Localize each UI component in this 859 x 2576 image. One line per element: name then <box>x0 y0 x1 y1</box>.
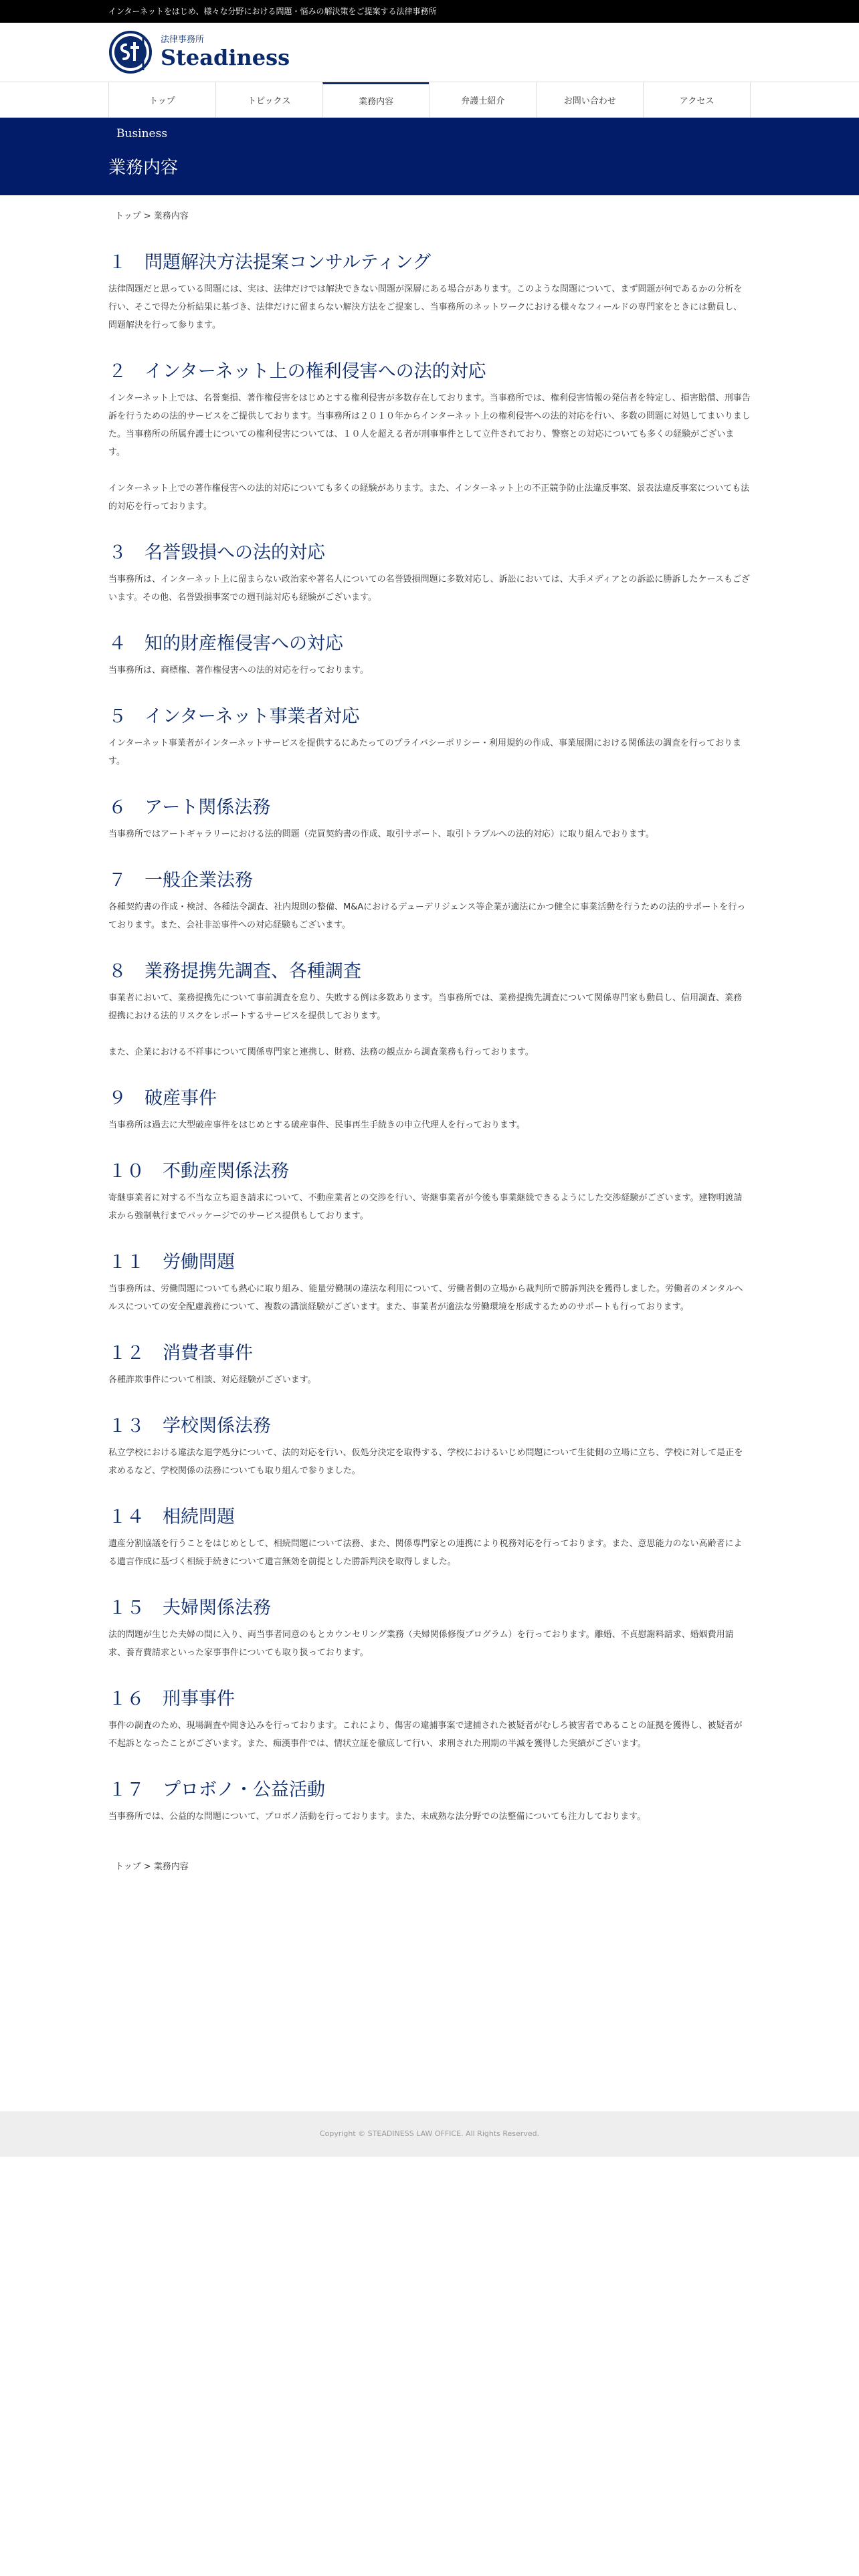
service-section <box>108 796 751 843</box>
breadcrumb-home-link[interactable]: トップ <box>115 211 141 221</box>
section-text: 寄継事業者に対する不当な立ち退き請求について、不動産業者との交渉を行い、寄継事業者が今後も事業継続できるようにした交渉経験がございます。建物明渡請求から強制執行までパッケージでのサービス提供もしております。 <box>108 1193 743 1221</box>
service-section <box>108 1087 751 1134</box>
section-text: インターネット上では、名誉棄損、著作権侵害をはじめとする権利侵害が多数存在しております。当事務所では、権利侵害情報の発信者を特定し、損害賠償、刑事告訴を行うための法的サービスをご提供しております。当事務所は２０１０年からインターネット上の権利侵害への法的対応を行い、多数の問題に対処してまいりました。当事務所の所属弁護士についての権利侵害については、１０人を超える者が刑事事件として立件されており、警察との対応についても多くの経験がございます。 <box>108 393 751 457</box>
logo-subtitle: 法律事務所 <box>161 35 205 45</box>
section-title: １１ 労働問題 <box>108 1252 235 1273</box>
breadcrumb-home-link[interactable]: トップ <box>115 1862 141 1872</box>
service-section <box>108 1687 751 1753</box>
section-text: 各種詐欺事件について相談、対応経験がございます。 <box>108 1375 316 1385</box>
logo-text[interactable] <box>161 35 290 70</box>
section-text: 当事務所は、商標権、著作権侵害への法的対応を行っております。 <box>108 665 369 675</box>
section-title: ３ 名誉毀損への法的対応 <box>108 542 325 563</box>
logo-emblem-icon[interactable] <box>108 30 153 74</box>
nav-item-access[interactable]: アクセス <box>643 82 751 117</box>
service-section <box>108 1341 751 1389</box>
service-section <box>108 541 751 607</box>
breadcrumb-current: 業務内容 <box>153 211 189 221</box>
section-text: 法的問題が生じた夫婦の間に入り、両当事者同意のもとカウンセリング業務（夫婦関係修復プログラム）を行っております。離婚、不貞慰謝料請求、婚姻費用請求、養育費請求といった家事事件についても取り扱っております。 <box>108 1630 734 1658</box>
nav-item-business[interactable]: 業務内容 <box>322 82 430 117</box>
breadcrumb-bottom <box>108 1826 751 1872</box>
service-section <box>108 632 751 679</box>
breadcrumb <box>108 195 751 225</box>
section-title: ５ インターネット事業者対応 <box>108 706 360 727</box>
section-text: インターネット上での著作権侵害への法的対応についても多くの経験があります。また、インターネット上の不正競争防止法違反事案、景表法違反事案についても法的対応を行っております。 <box>108 484 750 512</box>
section-text: 当事務所は、インターネット上に留まらない政治家や著名人についての名誉毀損問題に多数対応し、訴訟においては、大手メディアとの訴訟に勝訴したケースもございます。その他、名誉毀損事案での週刊誌対応も経験がございます。 <box>108 574 750 603</box>
section-text: インターネット事業者がインターネットサービスを提供するにあたってのプライバシーポリシー・利用規約の作成、事業展開における関係法の調査を行っております。 <box>108 738 742 766</box>
service-section <box>108 251 751 334</box>
section-title: １２ 消費者事件 <box>108 1343 253 1364</box>
copyright-text: Copyright © STEADINESS LAW OFFICE. All Rights Reserved. <box>319 2129 540 2138</box>
nav-item-contact[interactable]: お問い合わせ <box>536 82 643 117</box>
section-title: ７ 一般企業法務 <box>108 870 253 891</box>
section-title: １５ 夫婦関係法務 <box>108 1598 271 1618</box>
section-title: ２ インターネット上の権利侵害への法的対応 <box>108 361 486 382</box>
nav-item-top[interactable]: トップ <box>108 82 215 117</box>
section-text: 遺産分割協議を行うことをはじめとして、相続問題について法務、また、関係専門家との連携により税務対応を行っております。また、意思能力のない高齢者による遺言作成に基づく相続手続きについて遺言無効を前提とした勝訴判決を取得しました。 <box>108 1539 743 1567</box>
section-title: ９ 破産事件 <box>108 1088 217 1109</box>
footer <box>0 2111 859 2157</box>
breadcrumb-separator: > <box>140 211 154 221</box>
section-text: 当事務所では、公益的な問題について、プロボノ活動を行っております。また、未成熟な法分野での法整備についても注力しております。 <box>108 1812 646 1822</box>
breadcrumb-current: 業務内容 <box>153 1862 189 1872</box>
service-section <box>108 1251 751 1316</box>
section-text: 事件の調査のため、現場調査や聞き込みを行っております。これにより、傷害の違捕事案で逮捕された被疑者がむしろ被害者であることの証拠を獲得し、被疑者が不起訴となったことがございます。また、痴漢事件では、情状立証を徹底して行い、求刑された刑期の半減を獲得した実績がございます。 <box>108 1721 743 1749</box>
service-section <box>108 1414 751 1480</box>
section-title: ４ 知的財産権侵害への対応 <box>108 633 343 654</box>
section-text: 当事務所ではアートギャラリーにおける法的問題（売買契約書の作成、取引サポート、取引トラブルへの法的対応）に取り組んでおります。 <box>108 829 654 839</box>
section-title: １４ 相続問題 <box>108 1507 235 1527</box>
service-section <box>108 360 751 516</box>
top-bar-text: インターネットをはじめ、様々な分野における問題・悩みの解決策をご提案する法律事務所 <box>108 7 437 16</box>
section-text: 当事務所は、労働問題についても熱心に取り組み、能量労働制の違法な利用について、労働者側の立場から裁判所で勝訴判決を獲得しました。労働者のメンタルヘルスについての安全配慮義務について、複数の講演経験がございます。また、事業者が適法な労働環境を形成するためのサポートも行っております。 <box>108 1284 743 1312</box>
global-nav <box>0 82 859 118</box>
section-text: 法律問題だと思っている問題には、実は、法律だけでは解決できない問題が深層にある場合があります。このような問題について、まず問題が何であるかの分析を行い、そこで得た分析結果に基づき、法律だけに留まらない解決方法をご提案し、当事務所のネットワークにおける様々なフィールドの専門家をときには動員し、問題解決を行って参ります。 <box>108 284 743 330</box>
section-title: ８ 業務提携先調査、各種調査 <box>108 961 361 982</box>
section-title: １６ 刑事事件 <box>108 1689 235 1709</box>
service-section <box>108 869 751 934</box>
breadcrumb-separator: > <box>140 1862 154 1872</box>
section-text: 当事務所は過去に大型破産事件をはじめとする破産事件、民事再生手続きの申立代理人を行っております。 <box>108 1120 525 1130</box>
section-title: １３ 学校関係法務 <box>108 1416 271 1436</box>
nav-item-lawyers[interactable]: 弁護士紹介 <box>429 82 536 117</box>
hero-english-title: Business <box>116 127 168 140</box>
service-section <box>108 1505 751 1571</box>
nav-item-topics[interactable]: トピックス <box>215 82 322 117</box>
section-text: また、企業における不祥事について関係専門家と連携し、財務、法務の観点から調査業務も行っております。 <box>108 1047 534 1057</box>
service-section <box>108 960 751 1061</box>
service-section <box>108 1778 751 1826</box>
top-bar <box>0 0 859 23</box>
section-text: 各種契約書の作成・検討、各種法令調査、社内規則の整備、M&Aにおけるデューデリジェンス等企業が適法にかつ健全に事業活動を行うための法的サポートを行っております。また、会社非訟事件への対応経験もございます。 <box>108 902 746 930</box>
main-content <box>108 195 751 1872</box>
page-title: 業務内容 <box>108 158 179 178</box>
section-title: １０ 不動産関係法務 <box>108 1161 289 1182</box>
service-section <box>108 1160 751 1225</box>
logo-title: Steadiness <box>161 45 290 70</box>
service-section <box>108 705 751 770</box>
page-hero <box>0 118 859 195</box>
service-section <box>108 1596 751 1662</box>
header <box>0 23 859 82</box>
section-title: １ 問題解決方法提案コンサルティング <box>108 252 431 273</box>
section-title: １７ プロボノ・公益活動 <box>108 1780 325 1800</box>
section-title: ６ アート関係法務 <box>108 797 271 818</box>
section-text: 私立学校における違法な退学処分について、法的対応を行い、仮処分決定を取得する、学校におけるいじめ問題について生徒側の立場に立ち、学校に対して是正を求めるなど、学校関係の法務についても取り組んで参りました。 <box>108 1448 743 1476</box>
section-text: 事業者において、業務提携先について事前調査を怠り、失敗する例は多数あります。当事務所では、業務提携先調査について関係専門家も動員し、信用調査、業務提携における法的リスクをレポートするサービスを提供しております。 <box>108 993 743 1021</box>
